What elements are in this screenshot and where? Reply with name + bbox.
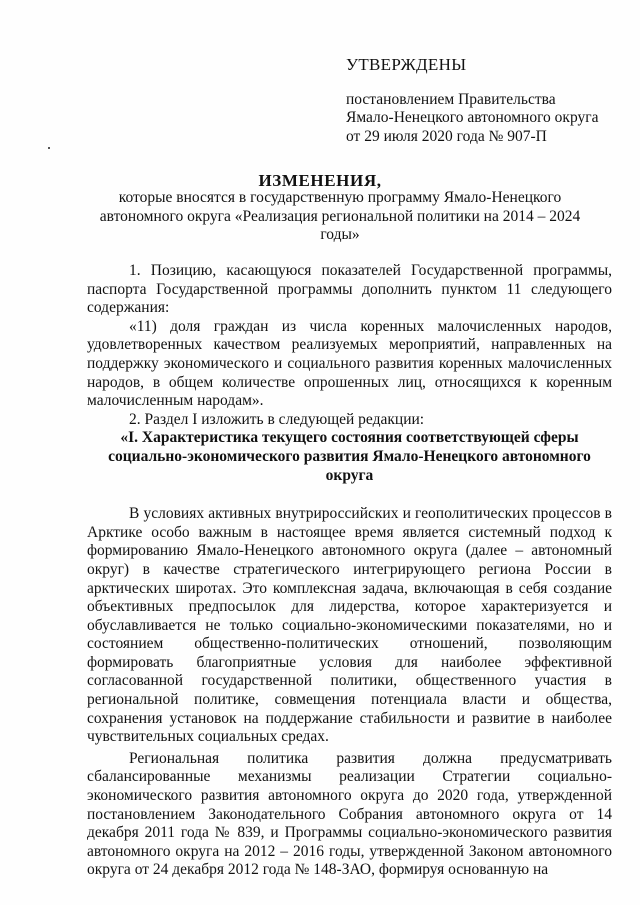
approval-heading: УТВЕРЖДЕНЫ xyxy=(346,55,467,74)
approval-line: от 29 июля 2020 года № 907-П xyxy=(346,127,547,145)
approval-line: Ямало-Ненецкого автономного округа xyxy=(346,109,599,126)
paragraph: «11) доля граждан из числа коренных малочисленных народов, удовлетворенных качеством реализуемых мероприятий, направленных на поддержку экономического и социального развития коренных малочисленных народов, в общем количестве опрошенных лиц, относящихся к коренным малочисленным народам». xyxy=(87,317,612,410)
approval-block xyxy=(346,56,598,146)
section-heading: «I. Характеристика текущего состояния соответствующей сферы социально-экономического развития Ямало-Ненецкого автономного округа xyxy=(108,429,591,484)
document-subtitle: которые вносятся в государственную программу Ямало-Ненецкого автономного округа «Реализация региональной политики на 2014 – 2024 годы» xyxy=(99,189,581,243)
paragraph: 1. Позицию, касающуюся показателей Государственной программы, паспорта Государственной программы дополнить пунктом 11 следующего содержания: xyxy=(87,262,612,317)
scan-speck xyxy=(48,147,50,149)
paragraph: Региональная политика развития должна предусматривать сбалансированные механизмы реализации Стратегии социально-экономического развития автономного округа до 2020 года, утвержденной постановлением Законодательного Собрания автономного округа от 14 декабря 2011 года № 839, и Программы социально-экономического развития автономного округа на 2012 – 2016 годы, утвержденной Законом автономного округа от 24 декабря 2012 года № 148-ЗАО, формируя основанную на xyxy=(87,749,612,879)
paragraph: 2. Раздел I изложить в следующей редакции: xyxy=(129,410,425,428)
paragraph: В условиях активных внутрироссийских и геополитических процессов в Арктике особо важным в настоящее время является системный подход к формированию Ямало-Ненецкого автономного округа (далее – автономный округ) в качестве стратегического интегрирующего региона России в арктических широтах. Это комплексная задача, включающая в себя создание объективных предпосылок для лидерства, которое характеризуется и обуславливается не только социально-экономическими показателями, но и состоянием общественно-политических отношений, позволяющим формировать благоприятные условия для наиболее эффективной согласованной государственной политики, общественного участия в региональной политике, совмещения потенциала власти и общества, сохранения установок на поддержание стабильности и развитие в наиболее чувствительных социальных средах. xyxy=(87,505,612,746)
approval-line: постановлением Правительства xyxy=(346,90,556,108)
document-title: ИЗМЕНЕНИЯ, xyxy=(258,171,382,190)
document-body xyxy=(87,262,612,880)
